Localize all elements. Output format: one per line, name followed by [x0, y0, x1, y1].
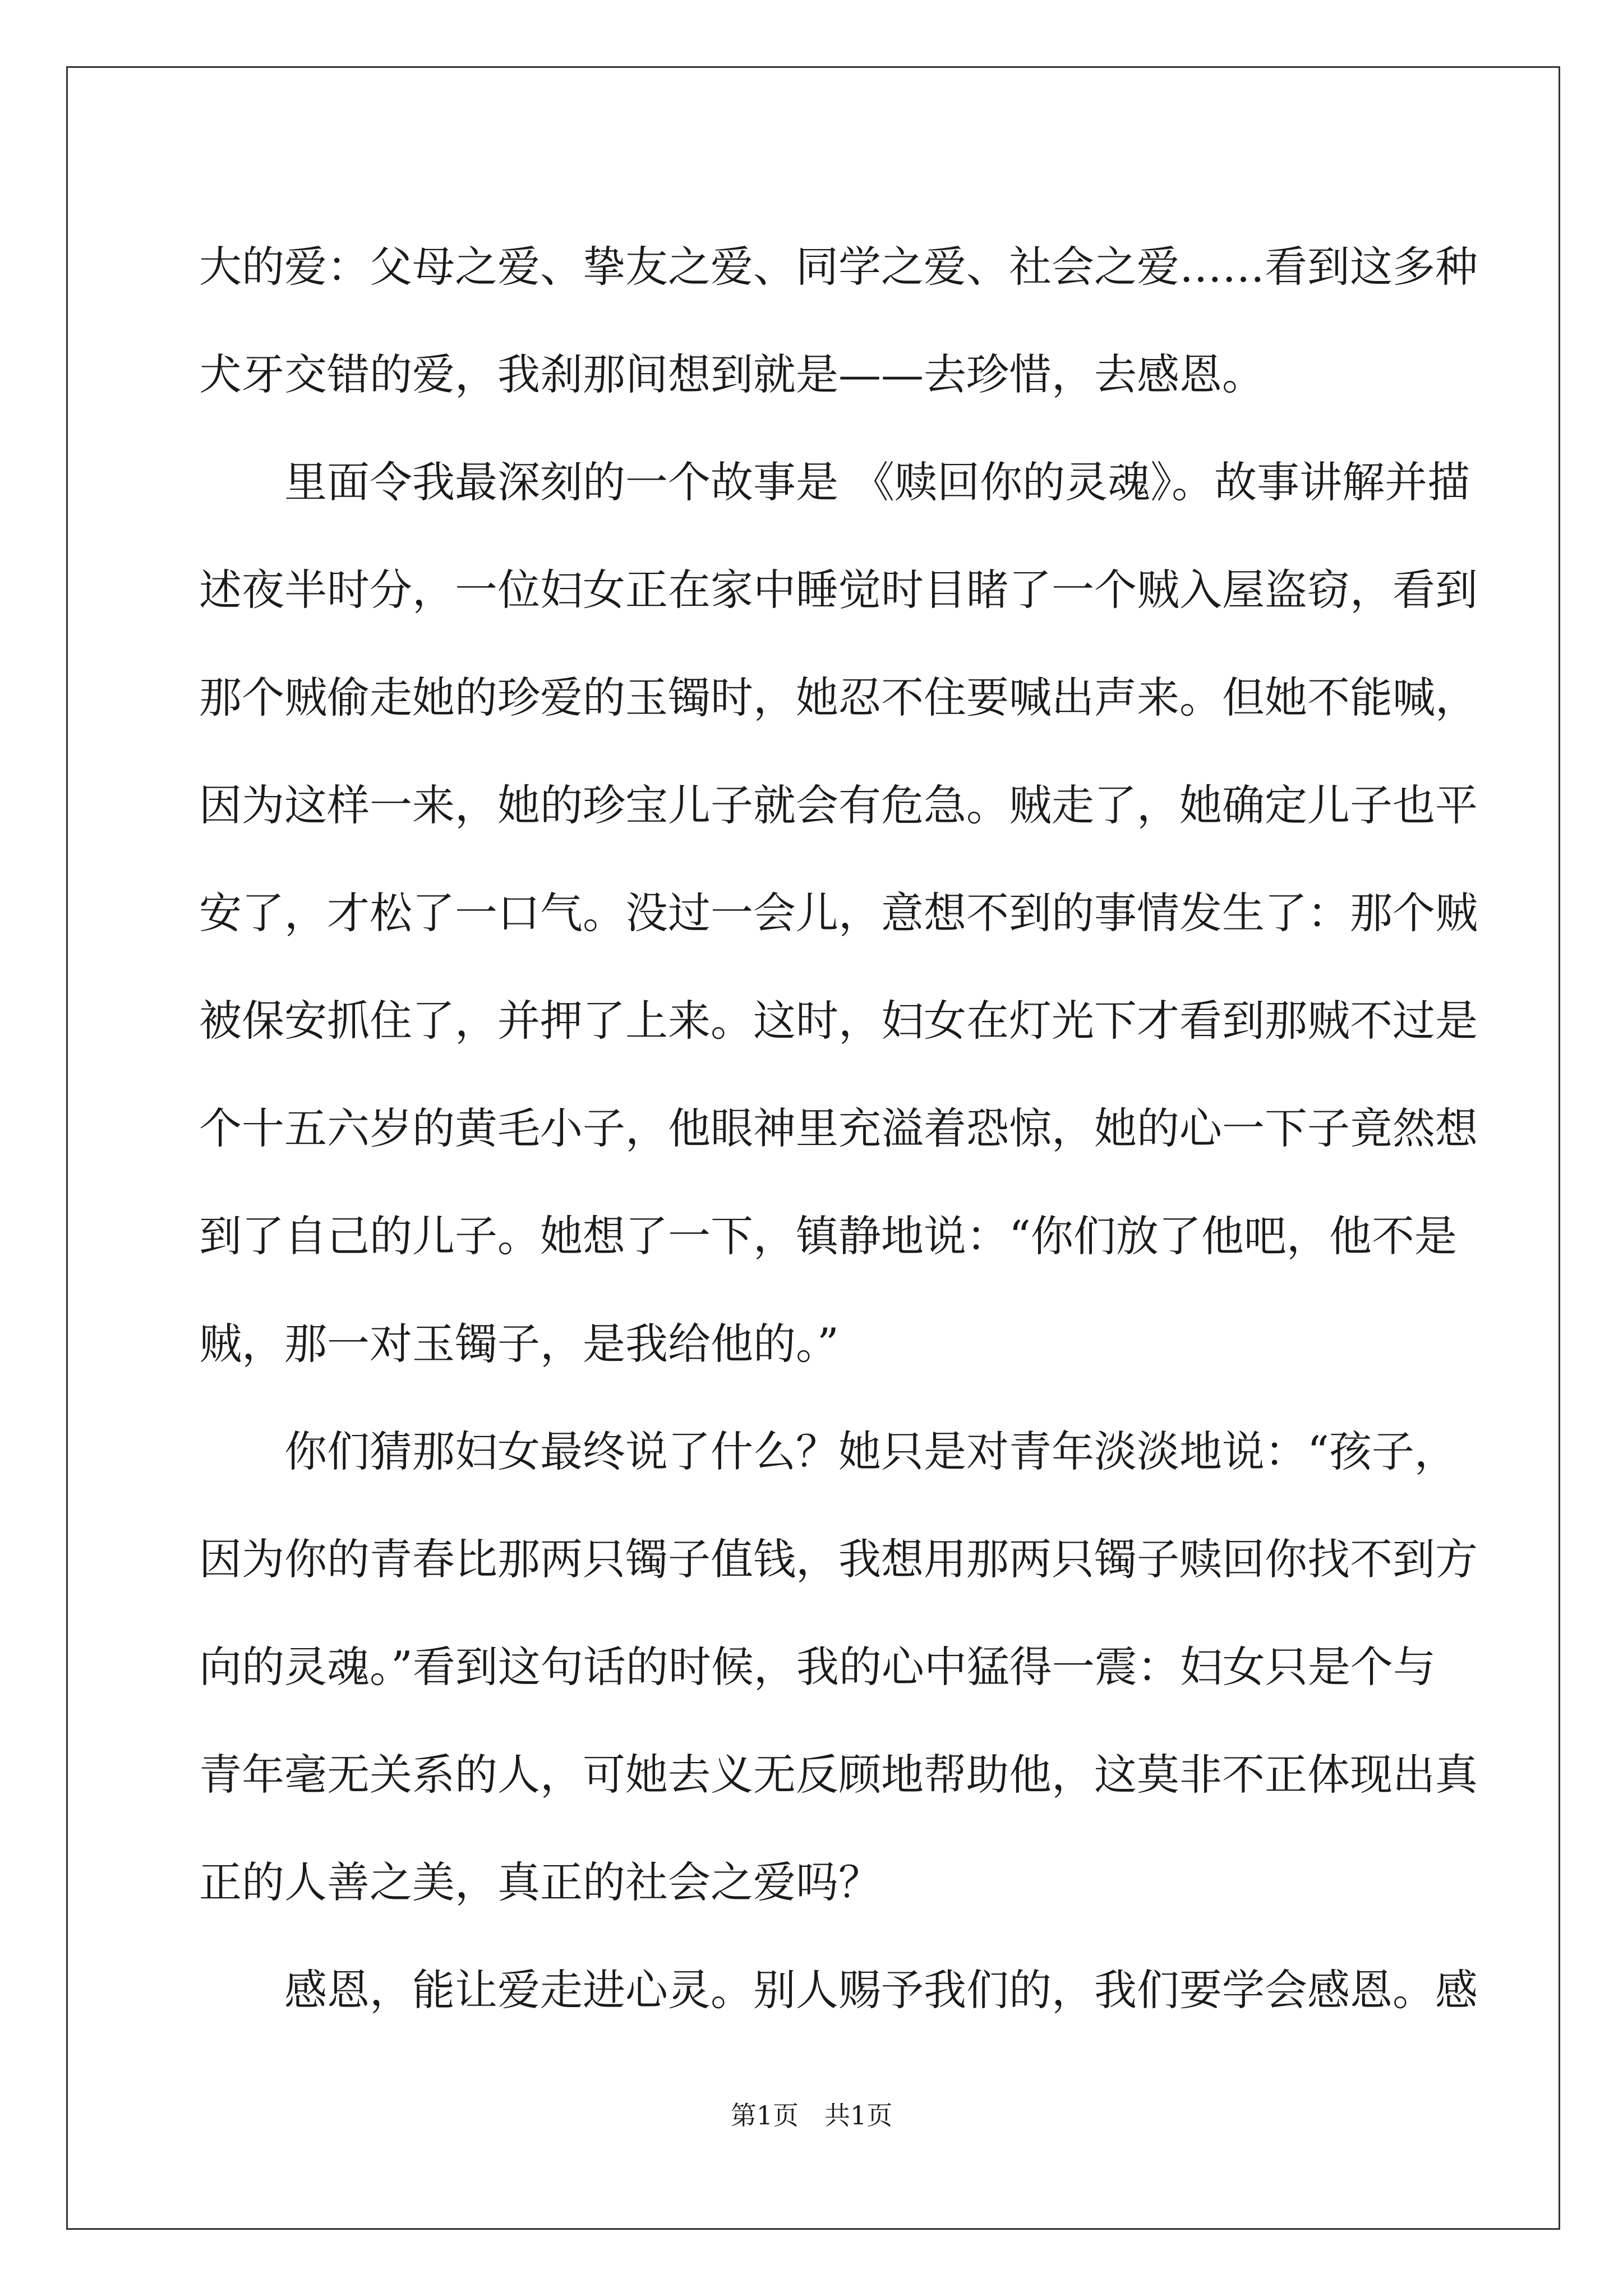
text-line: 被保安抓住了，并押了上来。这时，妇女在灯光下才看到那贼不过是 — [199, 996, 1478, 1046]
text-line: 感恩，能让爱走进心灵。别人赐予我们的，我们要学会感恩。感 — [199, 1965, 1478, 2015]
document-body — [199, 213, 1478, 2044]
text-line: 正的人善之美，真正的社会之爱吗？ — [199, 1857, 881, 1907]
text-line: 因为你的青春比那两只镯子值钱，我想用那两只镯子赎回你找不到方 — [199, 1534, 1478, 1584]
page-footer: 第1页 共1页 — [730, 2100, 893, 2131]
text-line: 安了，才松了一口气。没过一会儿，意想不到的事情发生了：那个贼 — [199, 888, 1478, 938]
text-line: 贼，那一对玉镯子，是我给他的。” — [199, 1319, 839, 1369]
text-line: 大的爱：父母之爱、挚友之爱、同学之爱、社会之爱……看到这多种 — [199, 242, 1478, 292]
text-line: 那个贼偷走她的珍爱的玉镯时，她忍不住要喊出声来。但她不能喊， — [199, 673, 1478, 723]
text-line: 你们猜那妇女最终说了什么？她只是对青年淡淡地说：“孩子， — [199, 1427, 1457, 1476]
text-line: 到了自己的儿子。她想了一下，镇静地说：“你们放了他吧，他不是 — [199, 1211, 1457, 1261]
text-line: 因为这样一来，她的珍宝儿子就会有危急。贼走了，她确定儿子也平 — [199, 780, 1478, 830]
text-line: 犬牙交错的爱，我刹那间想到就是——去珍惜，去感恩。 — [199, 349, 1265, 399]
text-line: 个十五六岁的黄毛小子，他眼神里充溢着恐惊，她的心一下子竟然想 — [199, 1103, 1478, 1153]
text-line: 向的灵魂。”看到这句话的时候，我的心中猛得一震：妇女只是个与 — [199, 1642, 1436, 1692]
text-line: 青年毫无关系的人，可她去义无反顾地帮助他，这莫非不正体现出真 — [199, 1750, 1478, 1800]
text-line: 里面令我最深刻的一个故事是 《赎回你的灵魂》。故事讲解并描 — [199, 457, 1470, 507]
text-line: 述夜半时分，一位妇女正在家中睡觉时目睹了一个贼入屋盗窃，看到 — [199, 565, 1478, 615]
